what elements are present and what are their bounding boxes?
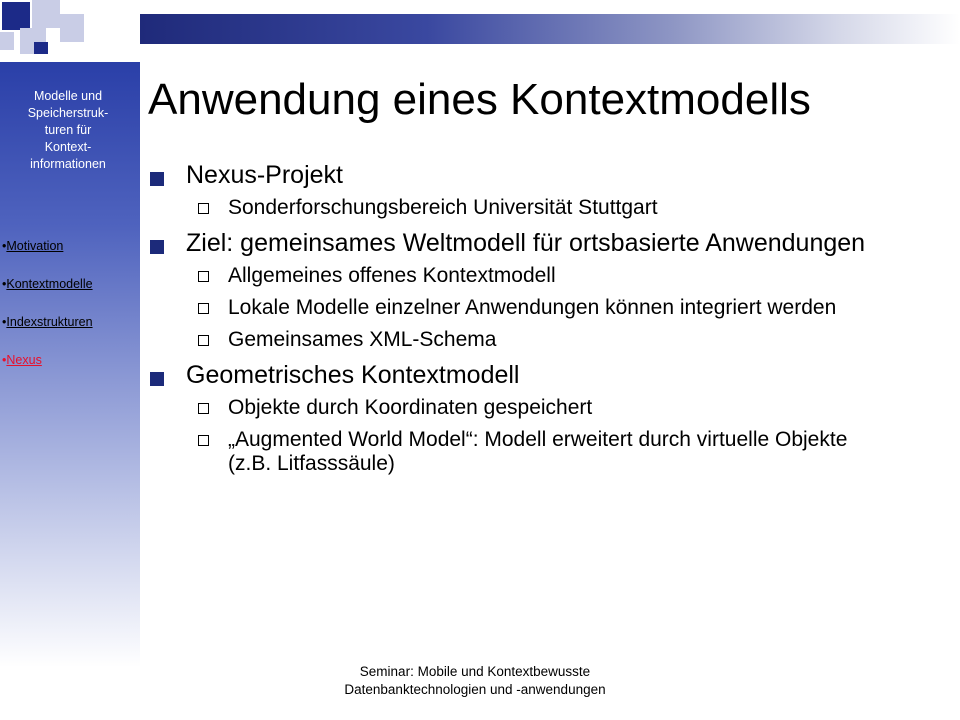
logo-square [0, 32, 14, 50]
sub-bullet-list [186, 196, 868, 220]
bullet-text: Geometrisches Kontextmodell [186, 361, 520, 389]
header-gradient-bar [140, 14, 960, 44]
logo-square [60, 14, 84, 42]
sidebar-title-line: Speicherstruk- [27, 106, 109, 120]
sub-bullet-item: Allgemeines offenes Kontextmodell [186, 264, 868, 288]
slide-footer [270, 663, 680, 699]
sub-bullet-list [186, 264, 868, 352]
sidebar-item-motivation: •Motivation [2, 239, 64, 253]
sidebar-link-motivation[interactable]: Motivation [6, 239, 64, 253]
slide-title: Anwendung eines Kontextmodells [148, 75, 811, 124]
sub-bullet-list [186, 396, 868, 476]
sub-bullet-item: Objekte durch Koordinaten gespeichert [186, 396, 868, 420]
sub-bullet-item: Gemeinsames XML-Schema [186, 328, 868, 352]
sidebar-nav [2, 238, 138, 390]
sidebar-link-nexus[interactable]: Nexus [6, 353, 42, 367]
sidebar-title [0, 88, 136, 173]
sidebar-link-indexstrukturen[interactable]: Indexstrukturen [6, 315, 93, 329]
bullet-text: Ziel: gemeinsames Weltmodell für ortsbasierte Anwendungen [186, 229, 866, 257]
footer-line: Seminar: Mobile und Kontextbewusste [359, 664, 591, 679]
slide-content [148, 160, 868, 484]
sidebar-link-kontextmodelle[interactable]: Kontextmodelle [6, 277, 93, 291]
sub-bullet-item: Sonderforschungsbereich Universität Stuttgart [186, 196, 868, 220]
logo-square [2, 2, 30, 30]
footer-line: Datenbanktechnologien und -anwendungen [344, 682, 606, 697]
sidebar-title-line: Modelle und [33, 89, 103, 103]
logo-square [34, 42, 48, 54]
sidebar-item-indexstrukturen: •Indexstrukturen [2, 315, 93, 329]
logo-square [32, 0, 60, 28]
bullet-item [148, 160, 868, 220]
sidebar-title-line: Kontext- [44, 140, 92, 154]
sidebar-title-line: turen für [44, 123, 92, 137]
sub-bullet-item: „Augmented World Model“: Modell erweitert durch virtuelle Objekte (z.B. Litfasssäule) [186, 428, 868, 476]
sidebar [0, 62, 140, 720]
bullet-item [148, 228, 868, 352]
sub-bullet-item: Lokale Modelle einzelner Anwendungen können integriert werden [186, 296, 868, 320]
sidebar-item-kontextmodelle: •Kontextmodelle [2, 277, 93, 291]
bullet-text: Nexus-Projekt [186, 161, 343, 189]
sidebar-item-nexus: •Nexus [2, 353, 42, 367]
sidebar-title-line: informationen [30, 157, 106, 171]
bullet-item [148, 360, 868, 476]
